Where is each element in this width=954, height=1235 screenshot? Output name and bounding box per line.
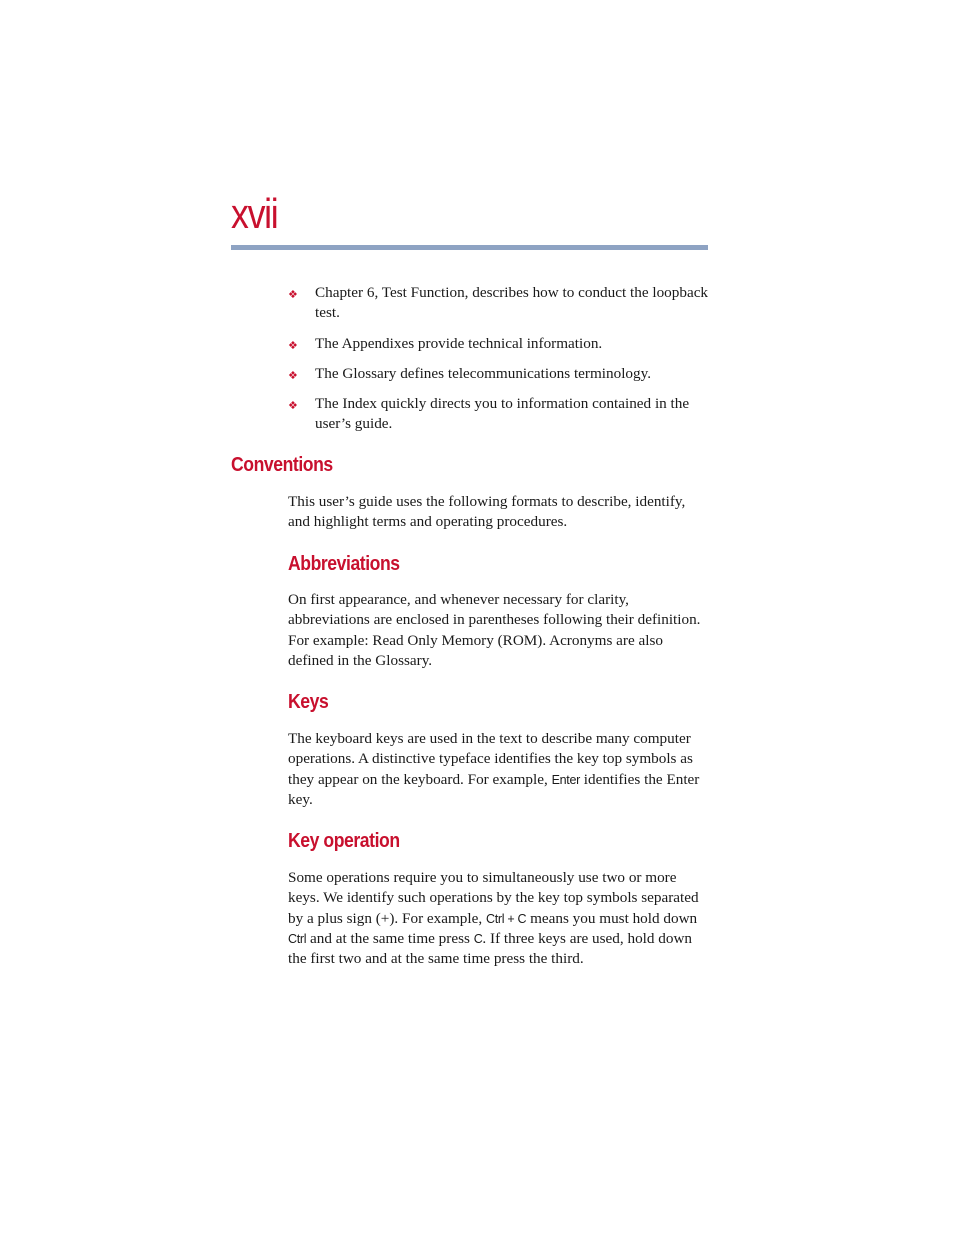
key-c: C: [473, 931, 483, 946]
keys-heading: Keys: [288, 691, 329, 713]
page-number: xvii: [231, 190, 278, 237]
bullet-diamond-icon: ❖: [288, 288, 298, 301]
keys-paragraph: The keyboard keys are used in the text to describe many computer operations. A distinctive typeface identifies the key top symbols as they appear on the keyboard. For example, Enter identifies the Enter key.: [288, 730, 700, 808]
conventions-paragraph: This user’s guide uses the following formats to describe, identify, and highlight terms and operating procedures.: [288, 493, 686, 531]
list-item: ❖ The Glossary defines telecommunications terminology.: [288, 364, 713, 384]
list-item: ❖ Chapter 6, Test Function, describes how to conduct the loopback test.: [288, 284, 709, 322]
abbreviations-paragraph: On first appearance, and whenever necessary for clarity, abbreviations are enclosed in parentheses following their definition. For example: Read Only Memory (ROM). Acronyms are also defined in the Glossary.: [288, 591, 701, 669]
bullet-diamond-icon: ❖: [288, 399, 298, 413]
header-rule: [231, 245, 708, 250]
abbreviations-heading: Abbreviations: [288, 553, 400, 575]
list-item: ❖ The Appendixes provide technical information.: [288, 334, 713, 354]
key-operation-heading: Key operation: [288, 830, 400, 852]
key-ctrl-c: Ctrl + C: [485, 911, 527, 926]
conventions-heading: Conventions: [231, 454, 333, 476]
key-operation-paragraph: Some operations require you to simultaneously use two or more keys. We identify such operations by the key top symbols separated by a plus sign (+). For example, Ctrl + C means you must hold down Ctrl and at the same time press C. If three keys are used, hold down the first two and at the same time press the third.: [288, 869, 699, 968]
list-item: ❖ The Index quickly directs you to information contained in the user’s guide.: [288, 395, 690, 433]
key-enter: Enter: [551, 772, 580, 787]
bullet-diamond-icon: ❖: [288, 368, 298, 382]
bullet-diamond-icon: ❖: [288, 338, 298, 352]
bullet-list: [288, 283, 713, 445]
key-ctrl: Ctrl: [288, 931, 307, 946]
